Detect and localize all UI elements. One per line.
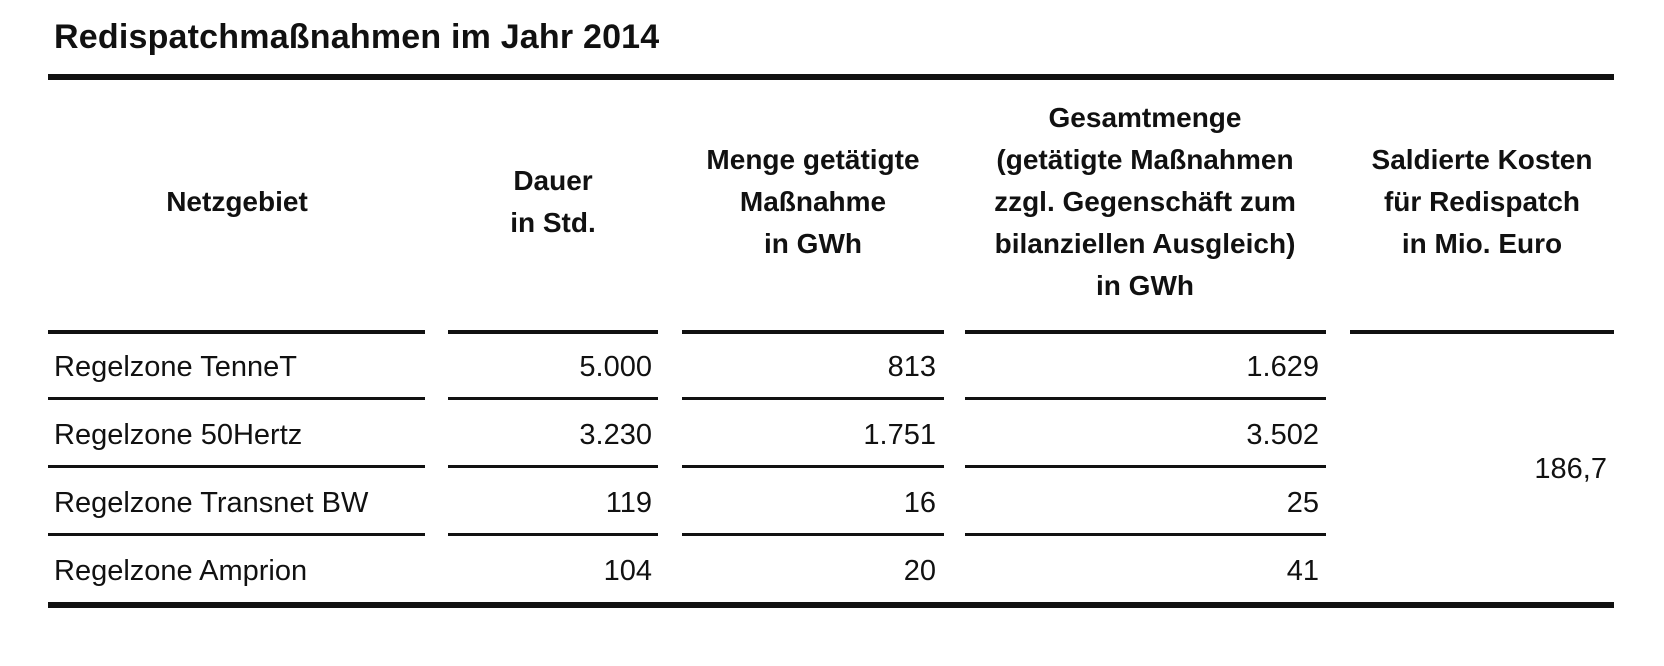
row-divider [682,533,944,536]
header-dauer-line: Dauer [513,165,593,196]
header-divider [448,330,658,334]
row-dauer: 5.000 [579,351,652,383]
header-divider [48,330,425,334]
header-menge-line: Menge getätigte [706,144,920,175]
row-divider [48,397,425,400]
header-netzgebiet [48,90,426,314]
row-gesamt: 41 [1286,555,1319,587]
header-gesamtmenge-line: in GWh [1096,270,1194,301]
row-divider [448,465,658,468]
row-divider [965,533,1326,536]
header-gesamtmenge-line: (getätigte Maßnahmen [996,144,1294,175]
header-menge-line: Maßnahme [739,186,887,217]
header-kosten-line: in Mio. Euro [1401,228,1563,259]
header-menge [682,90,944,314]
header-gesamtmenge [965,90,1325,314]
row-region: Regelzone TenneT [54,351,297,383]
header-gesamtmenge-line: zzgl. Gegenschäft zum [994,186,1296,217]
header-gesamtmenge-line: Gesamtmenge [1048,102,1242,133]
row-dauer: 104 [603,555,652,587]
table-title: Redispatchmaßnahmen im Jahr 2014 [54,18,660,56]
header-gesamtmenge-line: bilanziellen Ausgleich) [994,228,1296,259]
row-region: Regelzone 50Hertz [54,419,303,451]
row-divider [48,533,425,536]
row-menge: 16 [903,487,936,519]
row-menge: 813 [887,351,936,383]
header-dauer-line: in Std. [510,207,596,238]
header-divider [1350,330,1614,334]
row-divider [965,397,1326,400]
row-gesamt: 25 [1286,487,1319,519]
row-dauer: 3.230 [579,419,652,451]
row-dauer: 119 [605,487,652,519]
bottom-rule [48,602,1614,608]
header-divider [965,330,1326,334]
row-divider [682,397,944,400]
row-divider [448,397,658,400]
row-region: Regelzone Transnet BW [54,487,369,519]
header-kosten-line: Saldierte Kosten [1371,144,1593,175]
row-divider [448,533,658,536]
header-kosten-line: für Redispatch [1383,186,1581,217]
top-rule [48,74,1614,80]
header-netzgebiet-line: Netzgebiet [166,186,308,217]
header-divider [682,330,944,334]
row-region: Regelzone Amprion [54,555,308,587]
row-divider [48,465,425,468]
row-gesamt: 1.629 [1246,351,1319,383]
header-dauer [448,90,658,314]
total-cost-value: 186,7 [1534,453,1607,485]
row-menge: 1.751 [863,419,936,451]
row-menge: 20 [903,555,936,587]
header-kosten [1350,90,1614,314]
header-menge-line: in GWh [764,228,862,259]
row-divider [682,465,944,468]
row-divider [965,465,1326,468]
row-gesamt: 3.502 [1246,419,1319,451]
